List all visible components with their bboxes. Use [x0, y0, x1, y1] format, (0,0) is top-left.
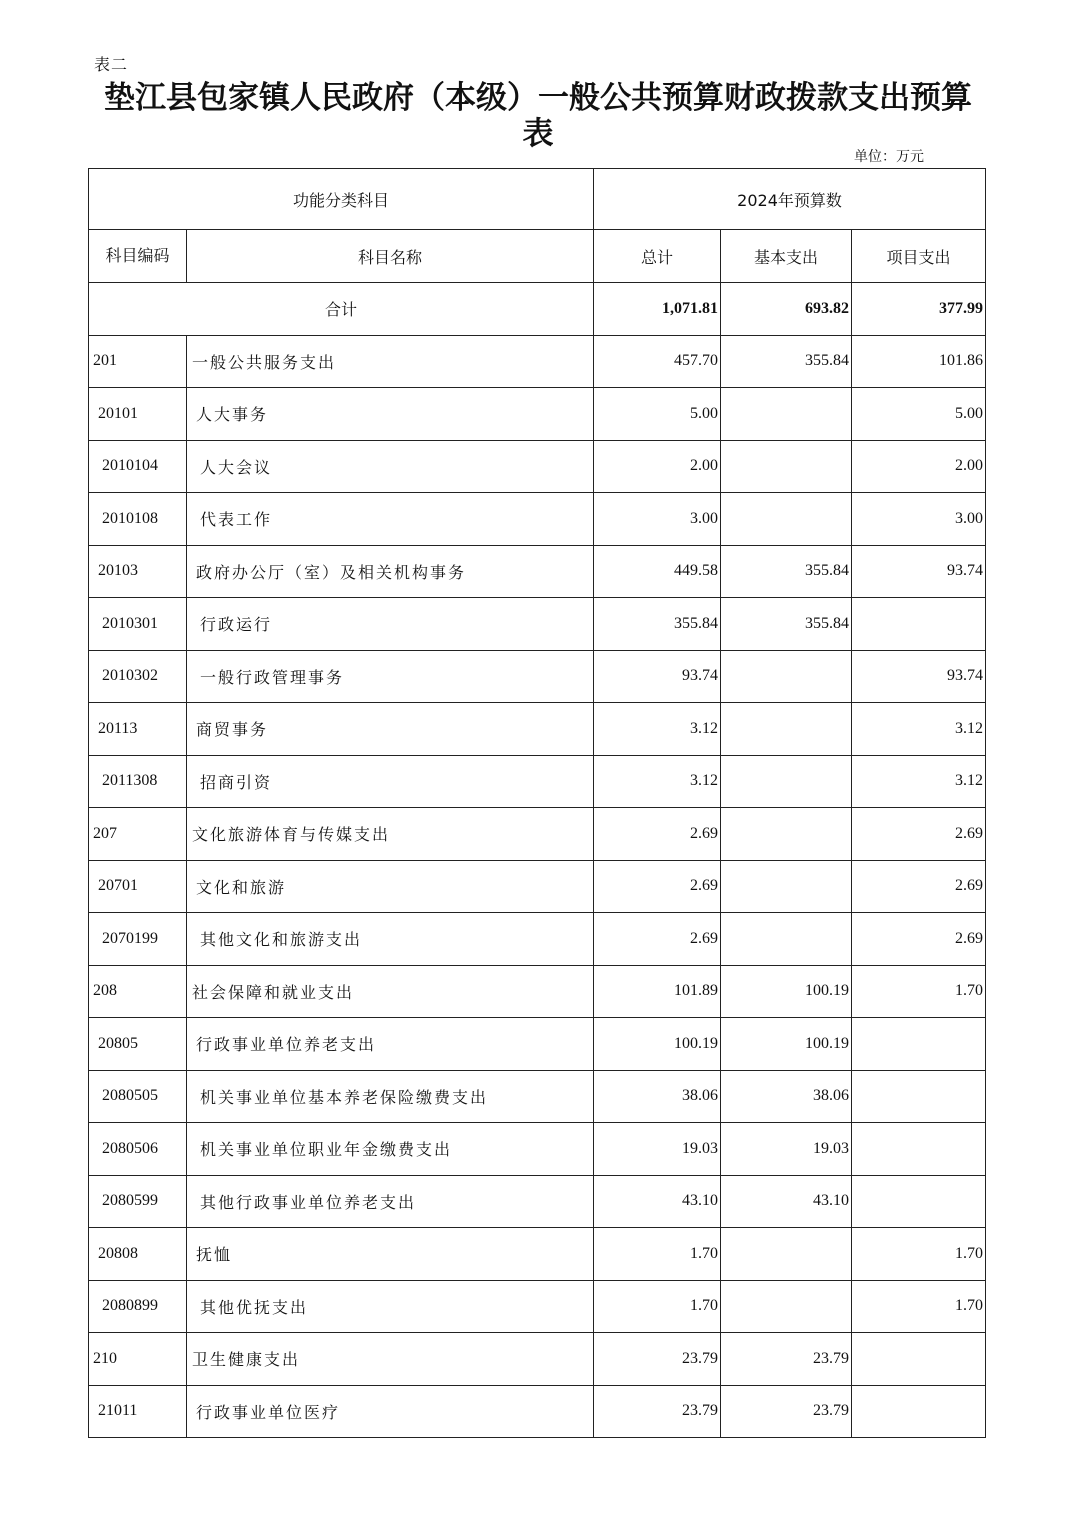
- row-basic: [721, 703, 852, 756]
- total-basic: 693.82: [721, 283, 852, 336]
- row-total: 5.00: [594, 388, 721, 441]
- row-name: 其他优抚支出: [187, 1280, 594, 1333]
- total-project: 377.99: [852, 283, 986, 336]
- row-total: 449.58: [594, 545, 721, 598]
- row-name: 其他行政事业单位养老支出: [187, 1175, 594, 1228]
- header-year-budget: 2024年预算数: [594, 169, 986, 230]
- row-code: 2011308: [89, 755, 187, 808]
- row-code: 2070199: [89, 913, 187, 966]
- row-basic: [721, 493, 852, 546]
- row-total: 355.84: [594, 598, 721, 651]
- row-basic: [721, 860, 852, 913]
- header-category: 功能分类科目: [89, 169, 594, 230]
- table-row: [89, 1280, 986, 1333]
- table-row: [89, 913, 986, 966]
- table-row: [89, 808, 986, 861]
- page-title: 垫江县包家镇人民政府（本级）一般公共预算财政拨款支出预算表: [104, 80, 972, 152]
- row-total: 1.70: [594, 1228, 721, 1281]
- row-name: 一般行政管理事务: [187, 650, 594, 703]
- table-row: [89, 1333, 986, 1386]
- row-project: 3.12: [852, 755, 986, 808]
- row-basic: [721, 440, 852, 493]
- row-code: 2010108: [89, 493, 187, 546]
- total-label: 合计: [89, 283, 594, 336]
- header-total: 总计: [594, 230, 721, 283]
- row-project: 2.00: [852, 440, 986, 493]
- row-name: 文化和旅游: [187, 860, 594, 913]
- row-project: [852, 1385, 986, 1438]
- row-total: 2.69: [594, 913, 721, 966]
- row-code: 20805: [89, 1018, 187, 1071]
- row-name: 卫生健康支出: [187, 1333, 594, 1386]
- row-total: 3.00: [594, 493, 721, 546]
- row-project: 3.12: [852, 703, 986, 756]
- table-row: [89, 703, 986, 756]
- row-code: 210: [89, 1333, 187, 1386]
- row-project: 3.00: [852, 493, 986, 546]
- row-project: 1.70: [852, 1280, 986, 1333]
- row-project: 93.74: [852, 545, 986, 598]
- row-code: 2080506: [89, 1123, 187, 1176]
- row-code: 2010302: [89, 650, 187, 703]
- row-project: [852, 1333, 986, 1386]
- table-row: [89, 335, 986, 388]
- table-row: [89, 1228, 986, 1281]
- table-row: [89, 1385, 986, 1438]
- row-name: 文化旅游体育与传媒支出: [187, 808, 594, 861]
- row-basic: 19.03: [721, 1123, 852, 1176]
- row-total: 2.00: [594, 440, 721, 493]
- row-code: 20103: [89, 545, 187, 598]
- header-name: 科目名称: [187, 230, 594, 283]
- row-project: [852, 1123, 986, 1176]
- row-basic: [721, 388, 852, 441]
- row-name: 抚恤: [187, 1228, 594, 1281]
- table-row: [89, 388, 986, 441]
- row-total: 1.70: [594, 1280, 721, 1333]
- row-basic: 100.19: [721, 965, 852, 1018]
- row-project: 1.70: [852, 1228, 986, 1281]
- row-code: 2080505: [89, 1070, 187, 1123]
- row-basic: [721, 650, 852, 703]
- row-name: 人大会议: [187, 440, 594, 493]
- header-row-top: [89, 169, 986, 230]
- row-basic: 100.19: [721, 1018, 852, 1071]
- row-total: 3.12: [594, 755, 721, 808]
- row-total: 3.12: [594, 703, 721, 756]
- row-code: 2010104: [89, 440, 187, 493]
- row-total: 457.70: [594, 335, 721, 388]
- table-row: [89, 440, 986, 493]
- row-total: 93.74: [594, 650, 721, 703]
- table-row: [89, 493, 986, 546]
- row-basic: [721, 1280, 852, 1333]
- unit-label: 单位：万元: [854, 149, 924, 165]
- row-basic: 38.06: [721, 1070, 852, 1123]
- table-row: [89, 755, 986, 808]
- row-total: 23.79: [594, 1385, 721, 1438]
- header-project: 项目支出: [852, 230, 986, 283]
- row-code: 2080899: [89, 1280, 187, 1333]
- row-basic: 23.79: [721, 1333, 852, 1386]
- total-row: [89, 283, 986, 336]
- table-row: [89, 650, 986, 703]
- row-name: 机关事业单位职业年金缴费支出: [187, 1123, 594, 1176]
- row-code: 20808: [89, 1228, 187, 1281]
- row-code: 201: [89, 335, 187, 388]
- header-row-bottom: [89, 230, 986, 283]
- row-name: 行政事业单位医疗: [187, 1385, 594, 1438]
- row-total: 19.03: [594, 1123, 721, 1176]
- row-project: [852, 1175, 986, 1228]
- row-basic: [721, 755, 852, 808]
- table-row: [89, 598, 986, 651]
- row-name: 代表工作: [187, 493, 594, 546]
- row-name: 行政运行: [187, 598, 594, 651]
- table-row: [89, 545, 986, 598]
- table-row: [89, 1070, 986, 1123]
- row-project: 101.86: [852, 335, 986, 388]
- header-code: 科目编码: [89, 230, 187, 283]
- header-basic: 基本支出: [721, 230, 852, 283]
- row-name: 行政事业单位养老支出: [187, 1018, 594, 1071]
- row-project: [852, 1070, 986, 1123]
- budget-table: [88, 168, 986, 1438]
- row-project: [852, 1018, 986, 1071]
- row-basic: [721, 913, 852, 966]
- row-total: 23.79: [594, 1333, 721, 1386]
- row-name: 商贸事务: [187, 703, 594, 756]
- table-row: [89, 860, 986, 913]
- row-name: 政府办公厅（室）及相关机构事务: [187, 545, 594, 598]
- table-row: [89, 1018, 986, 1071]
- table-row: [89, 1123, 986, 1176]
- row-code: 2010301: [89, 598, 187, 651]
- row-code: 21011: [89, 1385, 187, 1438]
- total-total: 1,071.81: [594, 283, 721, 336]
- budget-table-body: [89, 169, 986, 1438]
- row-basic: 355.84: [721, 545, 852, 598]
- row-code: 2080599: [89, 1175, 187, 1228]
- table-row: [89, 965, 986, 1018]
- row-name: 人大事务: [187, 388, 594, 441]
- row-total: 101.89: [594, 965, 721, 1018]
- row-name: 社会保障和就业支出: [187, 965, 594, 1018]
- row-total: 100.19: [594, 1018, 721, 1071]
- row-project: 93.74: [852, 650, 986, 703]
- row-basic: 355.84: [721, 598, 852, 651]
- row-name: 机关事业单位基本养老保险缴费支出: [187, 1070, 594, 1123]
- row-basic: 23.79: [721, 1385, 852, 1438]
- row-project: 2.69: [852, 860, 986, 913]
- sheet-label: 表二: [94, 55, 129, 74]
- row-name: 招商引资: [187, 755, 594, 808]
- row-name: 其他文化和旅游支出: [187, 913, 594, 966]
- row-code: 20101: [89, 388, 187, 441]
- row-project: 2.69: [852, 808, 986, 861]
- row-basic: 43.10: [721, 1175, 852, 1228]
- row-basic: [721, 1228, 852, 1281]
- row-total: 43.10: [594, 1175, 721, 1228]
- row-code: 20113: [89, 703, 187, 756]
- row-total: 2.69: [594, 860, 721, 913]
- table-row: [89, 1175, 986, 1228]
- row-project: 2.69: [852, 913, 986, 966]
- row-project: 1.70: [852, 965, 986, 1018]
- row-basic: 355.84: [721, 335, 852, 388]
- row-code: 207: [89, 808, 187, 861]
- row-basic: [721, 808, 852, 861]
- row-name: 一般公共服务支出: [187, 335, 594, 388]
- row-total: 38.06: [594, 1070, 721, 1123]
- row-code: 208: [89, 965, 187, 1018]
- row-project: 5.00: [852, 388, 986, 441]
- row-total: 2.69: [594, 808, 721, 861]
- row-project: [852, 598, 986, 651]
- row-code: 20701: [89, 860, 187, 913]
